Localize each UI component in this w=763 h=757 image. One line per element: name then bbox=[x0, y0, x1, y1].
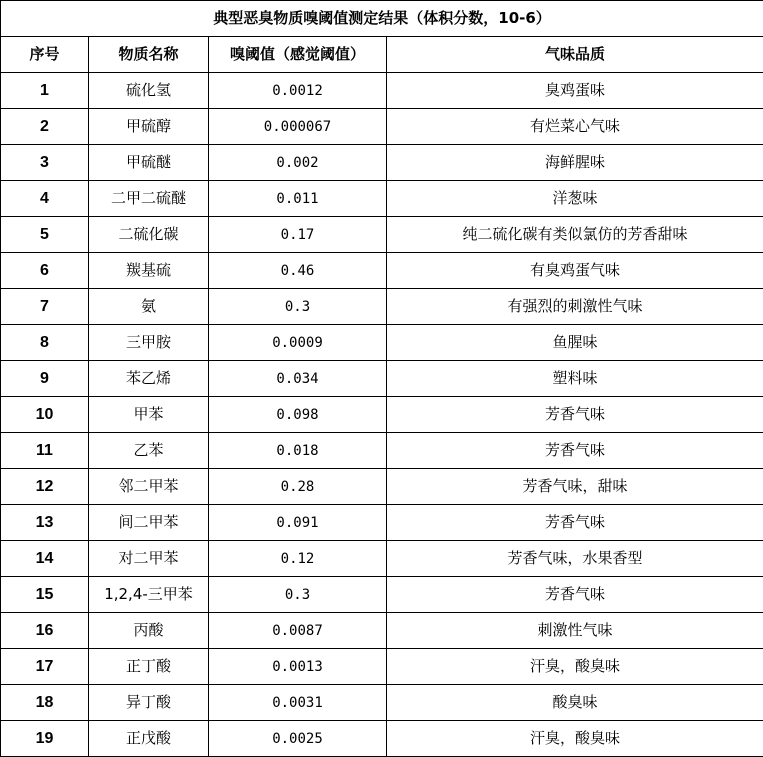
cell-substance-name: 羰基硫 bbox=[89, 253, 209, 289]
cell-odor-threshold: 0.0025 bbox=[209, 721, 387, 757]
table-row bbox=[1, 649, 763, 685]
cell-no: 16 bbox=[1, 613, 89, 649]
header-no: 序号 bbox=[1, 37, 89, 73]
cell-odor-quality: 汗臭，酸臭味 bbox=[387, 649, 763, 685]
cell-no: 7 bbox=[1, 289, 89, 325]
cell-odor-quality: 刺激性气味 bbox=[387, 613, 763, 649]
cell-substance-name: 正丁酸 bbox=[89, 649, 209, 685]
table-row bbox=[1, 361, 763, 397]
table-row bbox=[1, 73, 763, 109]
table-row bbox=[1, 217, 763, 253]
cell-substance-name: 邻二甲苯 bbox=[89, 469, 209, 505]
cell-no: 13 bbox=[1, 505, 89, 541]
cell-substance-name: 二甲二硫醚 bbox=[89, 181, 209, 217]
cell-odor-threshold: 0.098 bbox=[209, 397, 387, 433]
cell-no: 4 bbox=[1, 181, 89, 217]
cell-odor-quality: 芳香气味 bbox=[387, 397, 763, 433]
table-row bbox=[1, 577, 763, 613]
cell-no: 1 bbox=[1, 73, 89, 109]
cell-odor-quality: 洋葱味 bbox=[387, 181, 763, 217]
cell-no: 15 bbox=[1, 577, 89, 613]
cell-odor-threshold: 0.0087 bbox=[209, 613, 387, 649]
cell-odor-threshold: 0.28 bbox=[209, 469, 387, 505]
table-row bbox=[1, 109, 763, 145]
cell-substance-name: 苯乙烯 bbox=[89, 361, 209, 397]
table-row bbox=[1, 469, 763, 505]
table-row bbox=[1, 721, 763, 757]
table-row bbox=[1, 145, 763, 181]
header-odor-threshold: 嗅阈值（感觉阈值） bbox=[209, 37, 387, 73]
cell-odor-quality: 纯二硫化碳有类似氯仿的芳香甜味 bbox=[387, 217, 763, 253]
cell-odor-threshold: 0.3 bbox=[209, 577, 387, 613]
cell-odor-quality: 芳香气味，甜味 bbox=[387, 469, 763, 505]
cell-odor-quality: 有烂菜心气味 bbox=[387, 109, 763, 145]
table-row bbox=[1, 325, 763, 361]
cell-odor-quality: 酸臭味 bbox=[387, 685, 763, 721]
cell-odor-quality: 海鲜腥味 bbox=[387, 145, 763, 181]
cell-substance-name: 甲硫醇 bbox=[89, 109, 209, 145]
table-title-row bbox=[1, 1, 763, 37]
header-substance-name: 物质名称 bbox=[89, 37, 209, 73]
cell-substance-name: 1,2,4-三甲苯 bbox=[89, 577, 209, 613]
table-row bbox=[1, 397, 763, 433]
cell-odor-quality: 塑料味 bbox=[387, 361, 763, 397]
cell-substance-name: 丙酸 bbox=[89, 613, 209, 649]
cell-no: 12 bbox=[1, 469, 89, 505]
cell-odor-quality: 鱼腥味 bbox=[387, 325, 763, 361]
cell-odor-threshold: 0.011 bbox=[209, 181, 387, 217]
cell-odor-threshold: 0.12 bbox=[209, 541, 387, 577]
table-row bbox=[1, 289, 763, 325]
cell-substance-name: 间二甲苯 bbox=[89, 505, 209, 541]
table-row bbox=[1, 505, 763, 541]
cell-odor-threshold: 0.000067 bbox=[209, 109, 387, 145]
table-row bbox=[1, 433, 763, 469]
table-row bbox=[1, 541, 763, 577]
cell-no: 3 bbox=[1, 145, 89, 181]
cell-odor-threshold: 0.0013 bbox=[209, 649, 387, 685]
cell-no: 8 bbox=[1, 325, 89, 361]
cell-no: 9 bbox=[1, 361, 89, 397]
cell-odor-threshold: 0.17 bbox=[209, 217, 387, 253]
cell-no: 2 bbox=[1, 109, 89, 145]
header-odor-quality: 气味品质 bbox=[387, 37, 763, 73]
cell-odor-threshold: 0.46 bbox=[209, 253, 387, 289]
cell-odor-threshold: 0.034 bbox=[209, 361, 387, 397]
cell-odor-threshold: 0.0031 bbox=[209, 685, 387, 721]
cell-no: 11 bbox=[1, 433, 89, 469]
cell-substance-name: 异丁酸 bbox=[89, 685, 209, 721]
table-header-row bbox=[1, 37, 763, 73]
cell-odor-threshold: 0.0009 bbox=[209, 325, 387, 361]
table-row bbox=[1, 613, 763, 649]
cell-substance-name: 硫化氢 bbox=[89, 73, 209, 109]
cell-substance-name: 甲苯 bbox=[89, 397, 209, 433]
cell-no: 6 bbox=[1, 253, 89, 289]
cell-odor-threshold: 0.3 bbox=[209, 289, 387, 325]
cell-odor-threshold: 0.091 bbox=[209, 505, 387, 541]
cell-odor-threshold: 0.0012 bbox=[209, 73, 387, 109]
cell-odor-quality: 芳香气味 bbox=[387, 505, 763, 541]
cell-substance-name: 氨 bbox=[89, 289, 209, 325]
table-title: 典型恶臭物质嗅阈值测定结果（体积分数，10-6） bbox=[1, 1, 763, 37]
cell-substance-name: 乙苯 bbox=[89, 433, 209, 469]
table-row bbox=[1, 685, 763, 721]
cell-substance-name: 正戊酸 bbox=[89, 721, 209, 757]
cell-no: 17 bbox=[1, 649, 89, 685]
cell-odor-quality: 芳香气味 bbox=[387, 577, 763, 613]
cell-odor-quality: 有臭鸡蛋气味 bbox=[387, 253, 763, 289]
cell-no: 10 bbox=[1, 397, 89, 433]
cell-substance-name: 对二甲苯 bbox=[89, 541, 209, 577]
cell-odor-threshold: 0.002 bbox=[209, 145, 387, 181]
table-row bbox=[1, 181, 763, 217]
cell-odor-quality: 芳香气味，水果香型 bbox=[387, 541, 763, 577]
cell-no: 18 bbox=[1, 685, 89, 721]
table-row bbox=[1, 253, 763, 289]
cell-odor-quality: 汗臭，酸臭味 bbox=[387, 721, 763, 757]
cell-odor-threshold: 0.018 bbox=[209, 433, 387, 469]
cell-substance-name: 甲硫醚 bbox=[89, 145, 209, 181]
cell-odor-quality: 臭鸡蛋味 bbox=[387, 73, 763, 109]
cell-no: 5 bbox=[1, 217, 89, 253]
cell-odor-quality: 有强烈的刺激性气味 bbox=[387, 289, 763, 325]
cell-no: 19 bbox=[1, 721, 89, 757]
cell-substance-name: 三甲胺 bbox=[89, 325, 209, 361]
cell-odor-quality: 芳香气味 bbox=[387, 433, 763, 469]
cell-substance-name: 二硫化碳 bbox=[89, 217, 209, 253]
cell-no: 14 bbox=[1, 541, 89, 577]
